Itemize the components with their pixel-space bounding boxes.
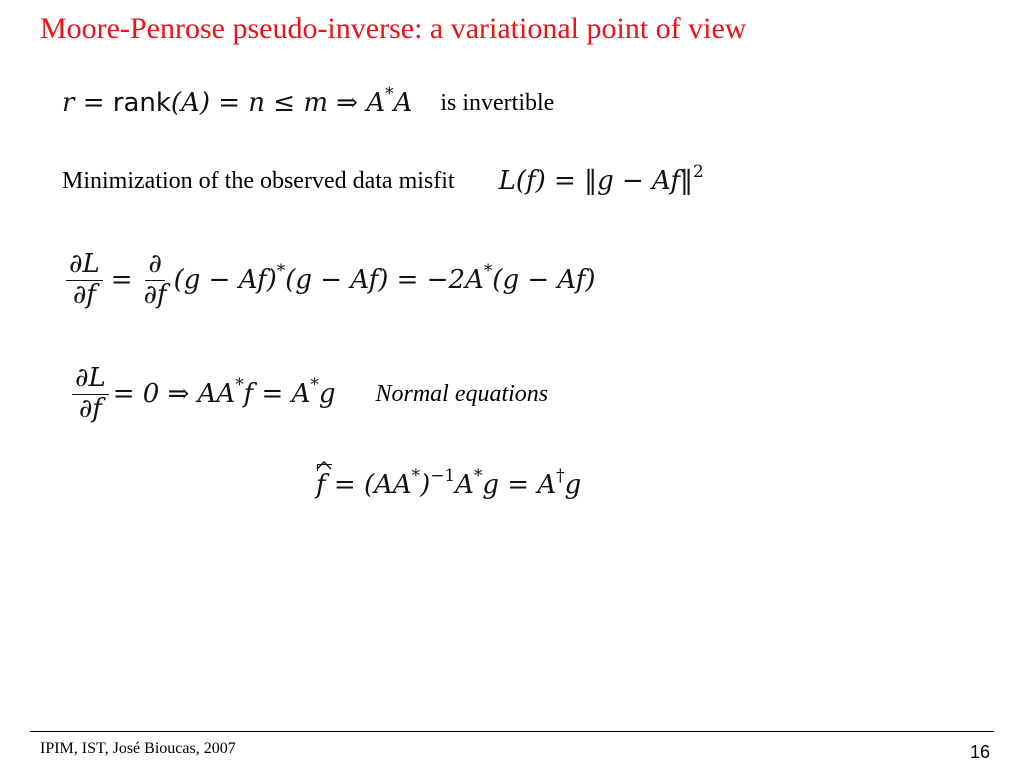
f-hat: f — [316, 470, 326, 500]
misfit-row — [62, 161, 704, 196]
normal-equation: $\frac{\partial L}{\partial f}$ = 0 ⇒ AA*f = A*g — [68, 364, 335, 425]
invertible-label: is invertible — [440, 89, 555, 116]
pseudo-inverse-row — [316, 465, 582, 500]
derivative-equation-row — [62, 250, 595, 311]
d-df-fraction: $\frac{\partial}{\partial f}$ — [143, 249, 167, 310]
pseudo-inverse-equation: $f = (AA^*)^{-1}A^*g = A^\dagger g$ — [316, 470, 581, 500]
footer-text: IPIM, IST, José Bioucas, 2007 — [40, 740, 236, 757]
normal-equation-row — [68, 364, 548, 425]
derivative-equation: $\frac{\partial L}{\partial f}$ = $\frac{\partial}{\partial f}$ (g − Af)*(g − Af) = −2A*(g − Af) — [62, 250, 595, 311]
dL-df-fraction: $\frac{\partial L}{\partial f}$ — [66, 250, 103, 311]
rank-equation-row — [62, 83, 555, 118]
page-number: 16 — [969, 742, 990, 762]
normal-equations-label: Normal equations — [375, 380, 549, 407]
footer-divider — [30, 731, 994, 732]
rank-equation: r = rank(A) = n ≤ m ⇒ A*A — [62, 83, 413, 118]
dL-df-fraction-2: $\frac{\partial L}{\partial f}$ — [72, 364, 109, 425]
misfit-equation: L(f) = ‖g − Af‖$^2$ — [498, 161, 704, 196]
misfit-label: Minimization of the observed data misfit — [62, 167, 455, 194]
slide-title: Moore-Penrose pseudo-inverse: a variational point of view — [40, 12, 747, 45]
